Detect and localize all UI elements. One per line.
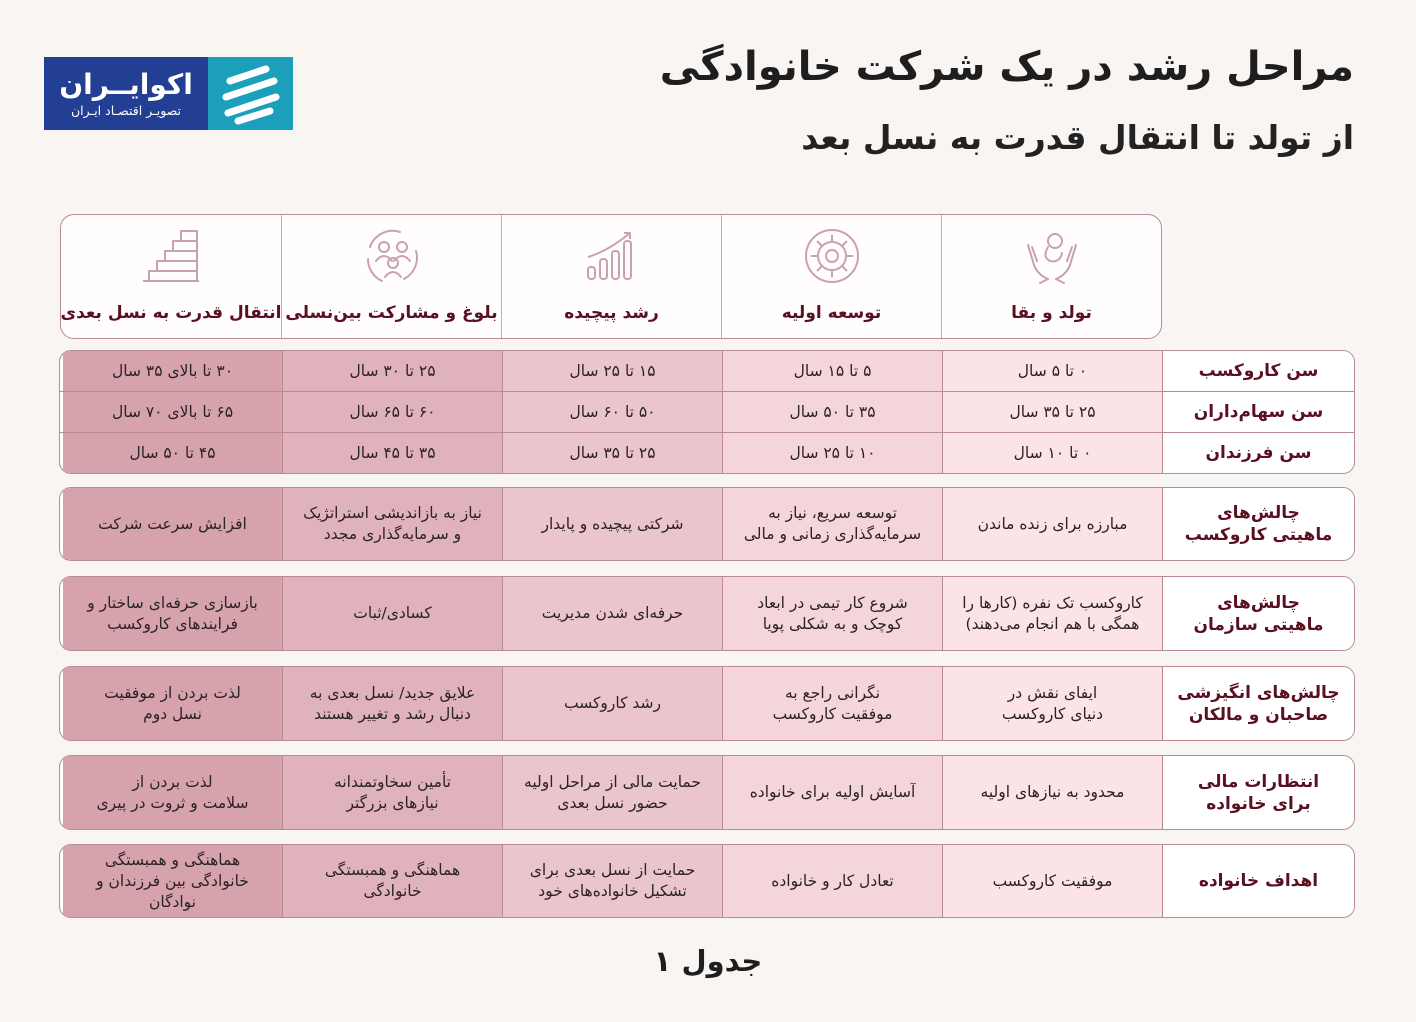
table-cell: موفقیت کاروکسب bbox=[943, 845, 1163, 917]
table-cell: ۰ تا ۱۰ سال bbox=[943, 433, 1163, 473]
baby-hands-icon bbox=[1020, 225, 1084, 287]
page-title: مراحل رشد در یک شرکت خانوادگی bbox=[659, 44, 1354, 90]
row-label: چالش‌های انگیزشی صاحبان و مالکان bbox=[1163, 667, 1354, 740]
table-cell: شرکتی پیچیده و پایدار bbox=[503, 488, 723, 560]
organization-challenges-group bbox=[59, 576, 1355, 651]
motivation-challenges-group bbox=[59, 666, 1355, 741]
table-cell: نیاز به بازاندیشی استراتژیک و سرمایه‌گذاری مجدد bbox=[283, 488, 503, 560]
table-cell: علایق جدید/ نسل بعدی به دنبال رشد و تغییر هستند bbox=[283, 667, 503, 740]
row-label: سن سهام‌داران bbox=[1163, 392, 1354, 432]
table-cell: حمایت از نسل بعدی برای تشکیل خانواده‌های خود bbox=[503, 845, 723, 917]
table-cell: کاروکسب تک نفره (کارها را همگی با هم انجام می‌دهند) bbox=[943, 577, 1163, 650]
table-cell: ۲۵ تا ۳۵ سال bbox=[503, 433, 723, 473]
table-caption: جدول ۱ bbox=[653, 944, 763, 978]
stage-transfer bbox=[61, 215, 281, 338]
row-label: اهداف خانواده bbox=[1163, 845, 1354, 917]
row-label: چالش‌های ماهیتی کاروکسب bbox=[1163, 488, 1354, 560]
gear-icon bbox=[800, 225, 864, 287]
row-label: چالش‌های ماهیتی سازمان bbox=[1163, 577, 1354, 650]
table-cell: آسایش اولیه برای خانواده bbox=[723, 756, 943, 829]
stage-header-row bbox=[60, 214, 1162, 339]
table-cell: نگرانی راجع به موفقیت کاروکسب bbox=[723, 667, 943, 740]
people-cycle-icon bbox=[360, 225, 424, 287]
table-row-children-age bbox=[60, 432, 1354, 473]
table-row-shareholder-age bbox=[60, 391, 1354, 432]
table-cell: افزایش سرعت شرکت bbox=[63, 488, 283, 560]
table-cell: ایفای نقش در دنیای کاروکسب bbox=[943, 667, 1163, 740]
table-cell: لذت بردن از موفقیت نسل دوم bbox=[63, 667, 283, 740]
table-cell: بازسازی حرفه‌ای ساختار و فرایندهای کاروکسب bbox=[63, 577, 283, 650]
table-cell: شروع کار تیمی در ابعاد کوچک و به شکلی پویا bbox=[723, 577, 943, 650]
table-row-motivation-challenges bbox=[60, 667, 1354, 740]
table-cell: حرفه‌ای شدن مدیریت bbox=[503, 577, 723, 650]
stage-initial-development bbox=[721, 215, 941, 338]
ecoiran-logo[interactable] bbox=[44, 57, 293, 130]
table-cell: ۶۰ تا ۶۵ سال bbox=[283, 392, 503, 432]
table-cell: مبارزه برای زنده ماندن bbox=[943, 488, 1163, 560]
table-cell: ۶۵ تا بالای ۷۰ سال bbox=[63, 392, 283, 432]
family-goals-group bbox=[59, 844, 1355, 918]
row-label: انتظارات مالی برای خانواده bbox=[1163, 756, 1354, 829]
table-cell: کسادی/ثبات bbox=[283, 577, 503, 650]
table-cell: لذت بردن از سلامت و ثروت در پیری bbox=[63, 756, 283, 829]
row-label: سن فرزندان bbox=[1163, 433, 1354, 473]
table-cell: ۳۰ تا بالای ۳۵ سال bbox=[63, 351, 283, 391]
table-row-business-age bbox=[60, 351, 1354, 391]
table-cell: رشد کاروکسب bbox=[503, 667, 723, 740]
stage-label-transfer: انتقال قدرت به نسل بعدی bbox=[60, 303, 282, 323]
financial-expectations-group bbox=[59, 755, 1355, 830]
table-cell: ۱۰ تا ۲۵ سال bbox=[723, 433, 943, 473]
stage-complex-growth bbox=[501, 215, 721, 338]
table-cell: حمایت مالی از مراحل اولیه حضور نسل بعدی bbox=[503, 756, 723, 829]
bar-chart-growth-icon bbox=[580, 225, 644, 287]
stairs-icon bbox=[139, 225, 203, 287]
logo-name: اکوایــران bbox=[59, 67, 193, 101]
table-cell: ۲۵ تا ۳۵ سال bbox=[943, 392, 1163, 432]
table-cell: ۵ تا ۱۵ سال bbox=[723, 351, 943, 391]
table-cell: ۳۵ تا ۵۰ سال bbox=[723, 392, 943, 432]
table-cell: ۱۵ تا ۲۵ سال bbox=[503, 351, 723, 391]
table-cell: ۳۵ تا ۴۵ سال bbox=[283, 433, 503, 473]
table-cell: ۰ تا ۵ سال bbox=[943, 351, 1163, 391]
table-cell: توسعه سریع، نیاز به سرمایه‌گذاری زمانی و مالی bbox=[723, 488, 943, 560]
table-cell: تعادل کار و خانواده bbox=[723, 845, 943, 917]
table-row-business-challenges bbox=[60, 488, 1354, 560]
table-cell: ۲۵ تا ۳۰ سال bbox=[283, 351, 503, 391]
table-cell: ۵۰ تا ۶۰ سال bbox=[503, 392, 723, 432]
stage-label-maturity: بلوغ و مشارکت بین‌نسلی bbox=[285, 303, 498, 323]
table-cell: تأمین سخاوتمندانه نیازهای بزرگتر bbox=[283, 756, 503, 829]
table-cell: هماهنگی و همبستگی خانوادگی bbox=[283, 845, 503, 917]
logo-mark-icon bbox=[208, 57, 293, 130]
table-row-family-goals bbox=[60, 845, 1354, 917]
business-challenges-group bbox=[59, 487, 1355, 561]
table-cell: محدود به نیازهای اولیه bbox=[943, 756, 1163, 829]
logo-tagline: تصویـر اقتصـاد ایـران bbox=[70, 102, 182, 118]
table-cell: هماهنگی و همبستگی خانوادگی بین فرزندان و نوادگان bbox=[63, 845, 283, 917]
stage-label-birth: تولد و بقا bbox=[1011, 303, 1092, 323]
table-row-financial-expectations bbox=[60, 756, 1354, 829]
table-cell: ۴۵ تا ۵۰ سال bbox=[63, 433, 283, 473]
stage-maturity bbox=[281, 215, 501, 338]
age-rows-group bbox=[59, 350, 1355, 474]
page-subtitle: از تولد تا انتقال قدرت به نسل بعد bbox=[801, 118, 1354, 157]
stage-label-initial-development: توسعه اولیه bbox=[781, 303, 882, 323]
row-label: سن کاروکسب bbox=[1163, 351, 1354, 391]
stage-birth bbox=[941, 215, 1161, 338]
stage-label-complex-growth: رشد پیچیده bbox=[564, 303, 659, 323]
table-row-organization-challenges bbox=[60, 577, 1354, 650]
logo-text-block bbox=[44, 57, 208, 130]
